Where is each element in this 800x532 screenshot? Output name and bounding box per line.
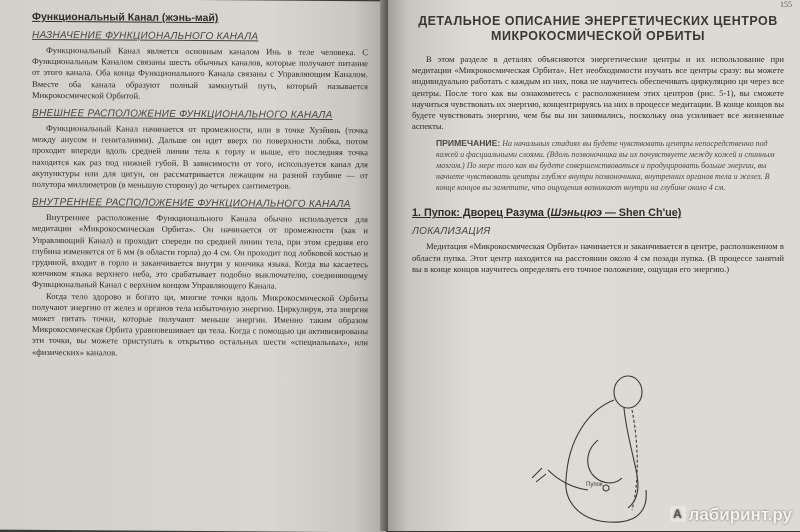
note-text: На начальных стадиях вы будете чувствовать центры непосредственно под кожей и фасциальными слоями. (Вдоль позвоночника вы их почувствуете между кожей и спинным мозгом.) По мере того как вы будете совершенствоваться и продуцировать больше энергии, вы начнете чувствовать центры глубже внутри позвоночника, внутренних органов тела и желез. В конце концов вы заметите, что ощущения возникают внутри на глубине около 4 см. (436, 139, 775, 192)
subheading-internal: ВНУТРЕННЕЕ РАСПОЛОЖЕНИЕ ФУНКЦИОНАЛЬНОГО КАНАЛА (32, 197, 351, 211)
labirint-watermark (670, 505, 792, 525)
subheading-location: ЛОКАЛИЗАЦИЯ (412, 226, 491, 238)
figure-label-navel: Пупок (586, 482, 603, 488)
left-page (0, 0, 386, 532)
paragraph-purpose: Функциональный Канал является основным каналом Инь в теле человека. С Функциональным Каналом связаны шесть обычных каналов, которые получают питание от этого канала. Оба конца Функционального Канала связаны с Управляющим Каналом. Вместе оба канала образуют полный замкнутый путь, который называется Микрокосмической Орбитой. (32, 44, 368, 101)
subheading-purpose: НАЗНАЧЕНИЕ ФУНКЦИОНАЛЬНОГО КАНАЛА (32, 29, 259, 43)
right-page-content (412, 4, 784, 275)
section-heading-end: — Shen Ch'ue) (601, 207, 682, 220)
note-block (436, 138, 784, 193)
paragraph-internal: Внутреннее расположение Функционального Канала обычно используется для медитации «Микрокосмическая Орбита». Он начинается от промежности (как и Управляющий Канал) и проходит спереди по средней линии тела, при этом средняя его глубина изменяется от 6 мм (в области горла) до 4 см. Он проходит под лобковой костью и грудиной, входит в горло и заканчивается внутри у кончика языка. Когда вы касаетесь кончиком языка верхнего неба, это срабатывает подобно выключателю, соединяющему Функциональный Канал с верхним концом Управляющего Канала. (32, 212, 368, 292)
paragraph-location: Медитация «Микрокосмическая Орбита» начинается и заканчивается в центре, расположенном в области пупка. Этот центр находится на расстоянии около 4 см позади пупка. (В процессе занятий вы в конце концов научитесь определять его точное положение, ощущая его энергию.) (412, 241, 784, 274)
subheading-external: ВНЕШНЕЕ РАСПОЛОЖЕНИЕ ФУНКЦИОНАЛЬНОГО КАНАЛА (32, 107, 333, 121)
left-page-content (32, 3, 368, 360)
page-number: 155 (780, 0, 792, 9)
left-heading: Функциональный Канал (жэнь-май) (32, 10, 219, 25)
paragraph-intro: В этом разделе в деталях объясняются энергетические центры и их использование при медитации «Микрокосмическая Орбита». Нет необходимости изучать все центры сразу: вы можете индивидуально работать с каждым из них, пока не научитесь обеспечивать циркуляцию ци через все центры. После того как вы ознакомитесь с расположением этих центров (рис. 5-1), вы сможете научиться чувствовать их энергию, концентрируясь на них в процессе медитации. В конце концов вы будете чувствовать энергию, чем бы вы ни занимались, поскольку она усиливает все жизненные аспекты. (412, 54, 784, 132)
paragraph-balance: Когда тело здорово и богато ци, многие точки вдоль Микрокосмической Орбиты получают энергию от желез и органов тела избыточную энергию. Циркулируя, эта энергия может питать точки, которые получают меньше энергии. Именно таким образом Микрокосмическая Орбита уравновешивает ци тела. Когда с помощью ци активизированы эти точки, вы можете приступать к открытию остальных шести «специальных», или «физических» каналов. (32, 290, 368, 358)
chapter-title: ДЕТАЛЬНОЕ ОПИСАНИЕ ЭНЕРГЕТИЧЕСКИХ ЦЕНТРОВ МИКРОКОСМИЧЕСКОЙ ОРБИТЫ (418, 14, 778, 43)
labirint-logo-icon: A (670, 506, 686, 522)
note-label: ПРИМЕЧАНИЕ: (436, 138, 501, 149)
paragraph-external: Функциональный Канал начинается от промежности, или в точке Хуэйинь (точка между анусом и гениталиями). Дальше он идет вверх по поверхности лобка, потом проходит впереди вдоль средней линии тела к горлу и выше, его последняя точка находится как раз под нижней губой. В зависимости от того, используется канал для акупунктуры или для цигун, он рассматривается лежащим на разной глубине — от полутора миллиметров (в меньшую сторону) до четырех сантиметров. (32, 122, 368, 191)
right-page (388, 0, 800, 531)
watermark-text: лабиринт.ру (688, 505, 792, 524)
section-heading-italic: Шэньцюэ (550, 207, 602, 220)
section-heading-start: 1. Пупок: Дворец Разума ( (412, 207, 551, 220)
meditation-figure-illustration (528, 370, 668, 530)
section-heading-navel (412, 207, 784, 219)
